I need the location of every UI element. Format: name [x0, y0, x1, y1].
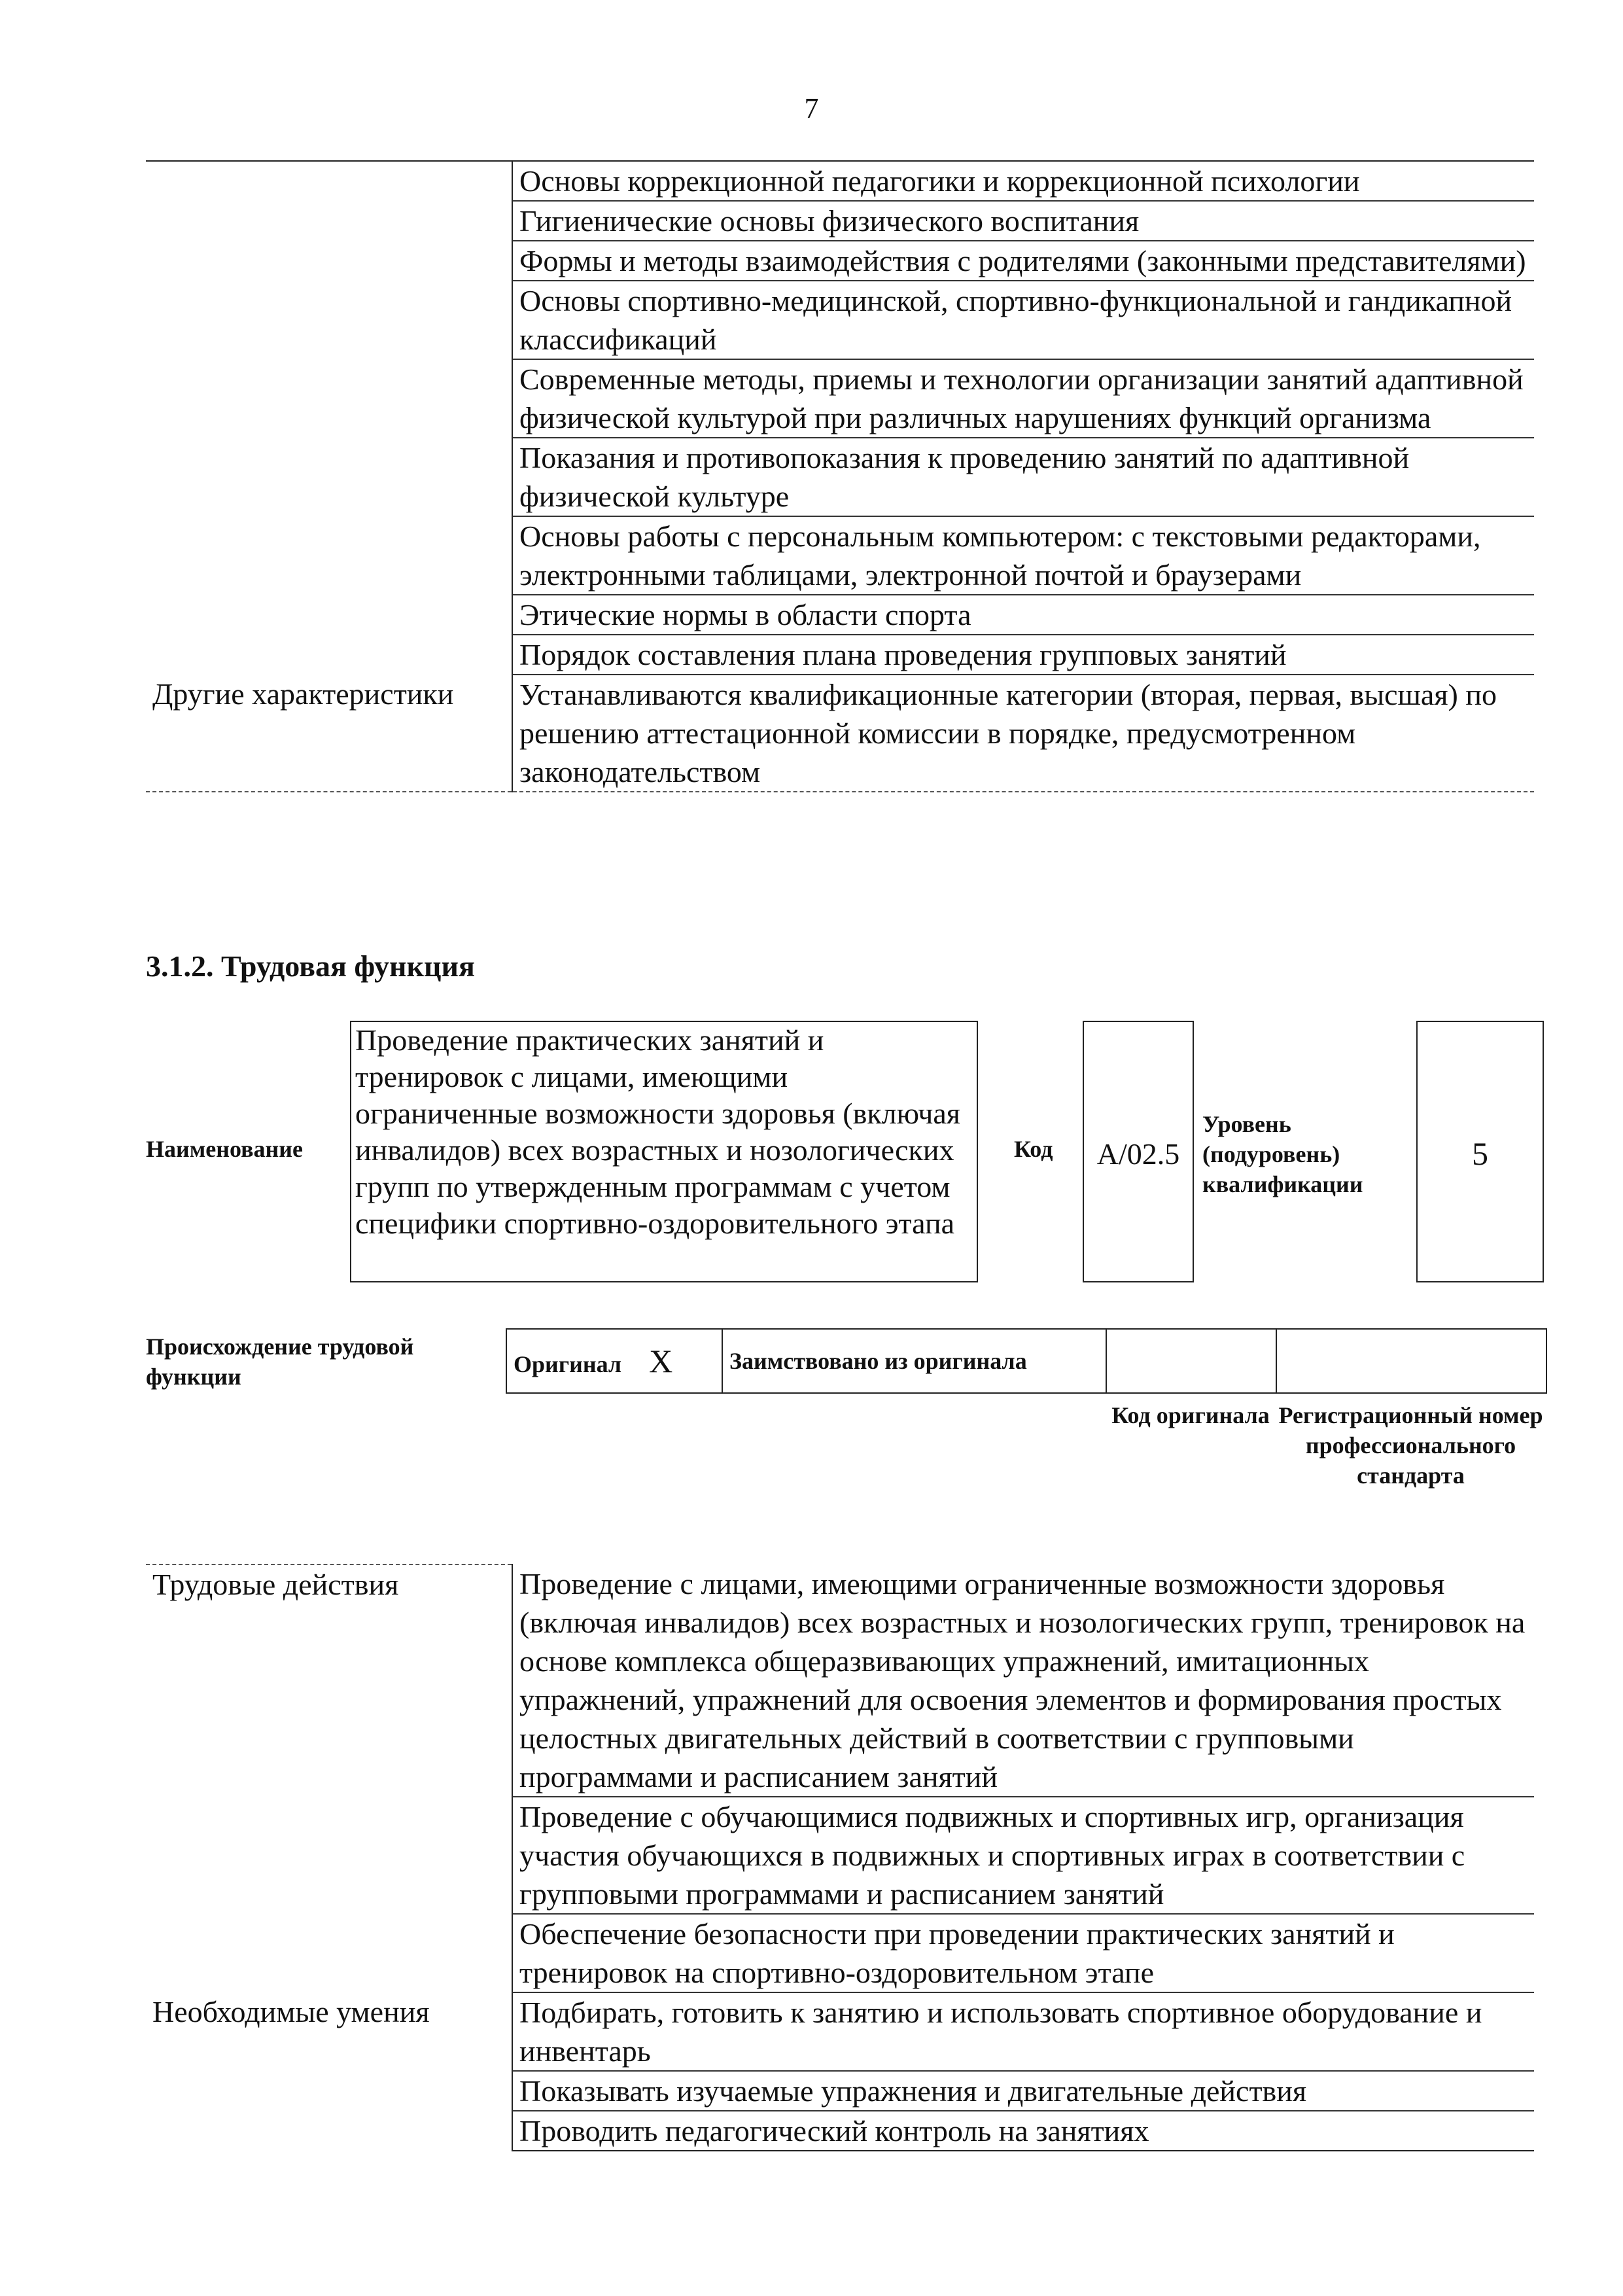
labor-action-item: Проведение с обучающимися подвижных и спортивных игр, организация участия обучающихся в подвижных и спортивных играх в соответствии с групповыми программами и расписанием занятий	[512, 1797, 1534, 1914]
table-row	[146, 675, 1534, 792]
knowledge-item: Основы спортивно-медицинской, спортивно-функциональной и гандикапной классификаций	[512, 281, 1534, 359]
code-label: Код	[1014, 1136, 1053, 1162]
knowledge-item: Этические нормы в области спорта	[512, 595, 1534, 635]
other-characteristics-text: Устанавливаются квалификационные категории (вторая, первая, высшая) по решению аттестационной комиссии в порядке, предусмотренном законодательством	[512, 675, 1534, 792]
skill-item: Проводить педагогический контроль на занятиях	[512, 2111, 1534, 2151]
origin-reg-cell	[1276, 1329, 1546, 1393]
knowledge-item: Гигиенические основы физического воспитания	[512, 201, 1534, 241]
function-name-box: Проведение практических занятий и тренировок с лицами, имеющими ограниченные возможности здоровья (включая инвалидов) всех возрастных и нозологических групп по утвержденным программам с учетом специфики спортивно-оздоровительного этапа	[350, 1021, 978, 1282]
page-number: 7	[804, 92, 819, 124]
knowledge-label-cell	[146, 161, 512, 675]
table-row	[506, 1329, 1546, 1393]
skills-label: Необходимые умения	[146, 1992, 512, 2151]
knowledge-item: Формы и методы взаимодействия с родителями (законными представителями)	[512, 241, 1534, 281]
labor-action-item: Проведение с лицами, имеющими ограниченные возможности здоровья (включая инвалидов) всех возрастных и нозологических групп, тренировок на основе комплекса общеразвивающих упражнений, имитационных упражнений, упражнений для освоения элементов и формирования простых целостных двигательных действий в соответствии с групповыми программами и расписанием занятий	[512, 1564, 1534, 1797]
knowledge-item: Основы работы с персональным компьютером: с текстовыми редакторами, электронными таблицами, электронной почтой и браузерами	[512, 516, 1534, 595]
origin-original-cell	[506, 1329, 722, 1393]
knowledge-item: Современные методы, приемы и технологии организации занятий адаптивной физической культурой при различных нарушениях функций организма	[512, 359, 1534, 438]
code-value-box: A/02.5	[1083, 1021, 1194, 1282]
origin-code-cell	[1106, 1329, 1276, 1393]
original-label: Оригинал	[514, 1351, 622, 1377]
reg-number-caption: Регистрационный номер профессионального стандарта	[1278, 1402, 1543, 1489]
knowledge-item: Основы коррекционной педагогики и коррекционной психологии	[512, 161, 1534, 201]
skill-item: Подбирать, готовить к занятию и использовать спортивное оборудование и инвентарь	[512, 1992, 1534, 2071]
name-label: Наименование	[146, 1136, 303, 1162]
knowledge-item: Порядок составления плана проведения групповых занятий	[512, 635, 1534, 675]
origin-table	[506, 1328, 1547, 1394]
borrowed-label: Заимствовано из оригинала	[722, 1329, 1106, 1393]
code-caption: Код оригинала	[1111, 1402, 1270, 1428]
table-row	[146, 1564, 1534, 1797]
qualification-level-box: 5	[1416, 1021, 1544, 1282]
section-heading: 3.1.2. Трудовая функция	[146, 949, 475, 983]
table-row	[146, 161, 1534, 201]
other-characteristics-label: Другие характеристики	[146, 675, 512, 792]
labor-actions-label: Трудовые действия	[146, 1564, 512, 1992]
knowledge-item: Показания и противопоказания к проведению занятий по адаптивной физической культуре	[512, 438, 1534, 516]
qualification-level-label: Уровень (подуровень) квалификации	[1202, 1111, 1363, 1197]
origin-label: Происхождение трудовой функции	[146, 1333, 414, 1390]
original-mark: X	[649, 1343, 673, 1379]
actions-table	[146, 1564, 1534, 2151]
knowledge-table	[146, 160, 1534, 792]
table-row	[146, 1992, 1534, 2071]
skill-item: Показывать изучаемые упражнения и двигательные действия	[512, 2071, 1534, 2111]
labor-action-item: Обеспечение безопасности при проведении практических занятий и тренировок на спортивно-оздоровительном этапе	[512, 1914, 1534, 1992]
